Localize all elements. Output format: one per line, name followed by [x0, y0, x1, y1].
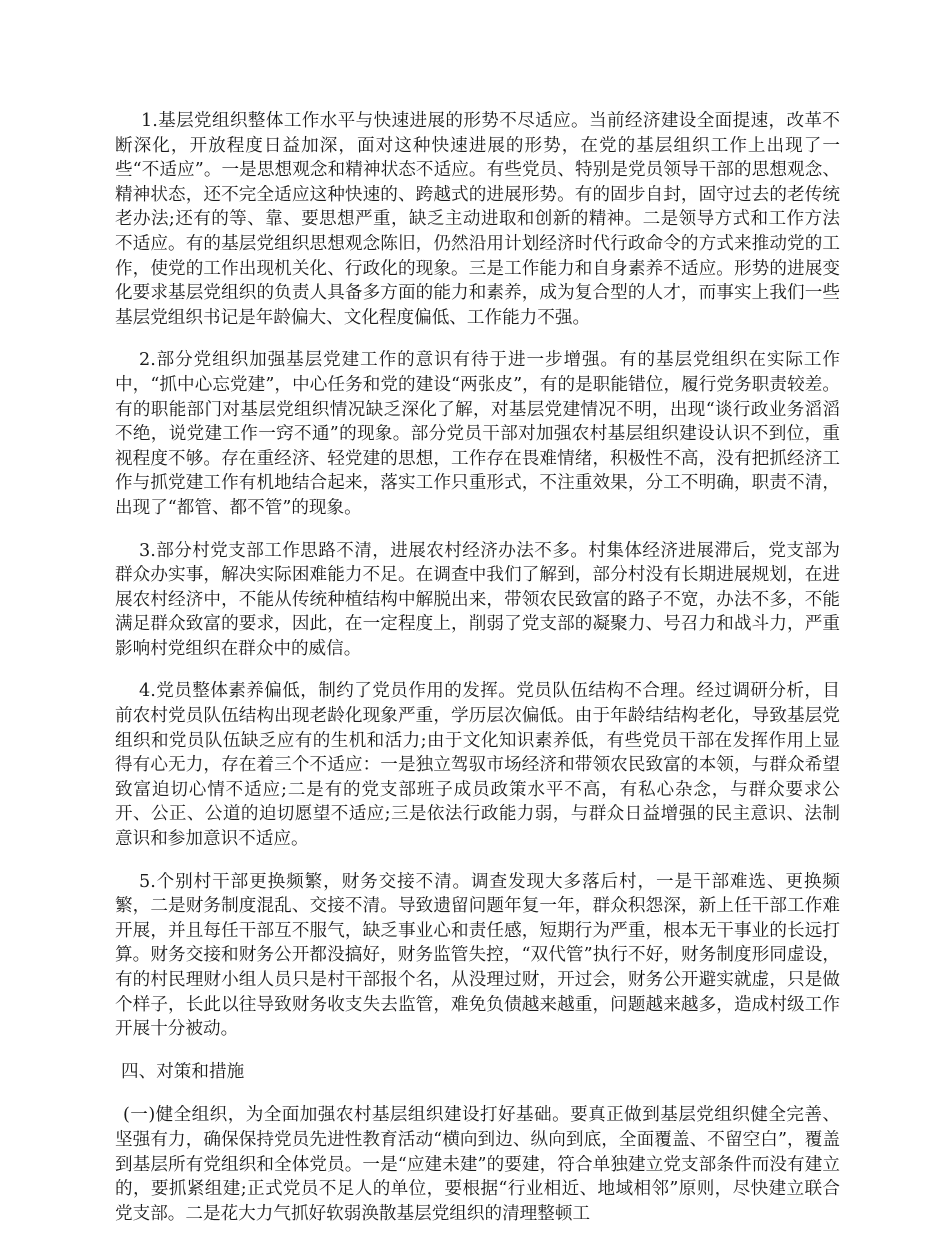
paragraph-2: 2.部分党组织加强基层党建工作的意识有待于进一步增强。有的基层党组织在实际工作中，“抓中心忘党建”，中心任务和党的建设“两张皮”，有的是职能错位，履行党务职责较差。有的职能部门对基层党组织情况缺乏深化了解，对基层党建情况不明，出现“谈行政业务滔滔不绝，说党建工作一窍不通”的现象。部分党员干部对加强农村基层组织建设认识不到位，重视程度不够。存在重经济、轻党建的思想，工作存在畏难情绪，积极性不高，没有把抓经济工作与抓党建工作有机地结合起来，落实工作只重形式，不注重效果，分工不明确，职责不清，出现了“都管、都不管”的现象。 — [115, 350, 840, 518]
paragraph-3: 3.部分村党支部工作思路不清，进展农村经济办法不多。村集体经济进展滞后，党支部为群众办实事，解决实际困难能力不足。在调查中我们了解到，部分村没有长期进展规划，在进展农村经济中，不能从传统种植结构中解脱出来，带领农民致富的路子不宽，办法不多，不能满足群众致富的要求，因此，在一定程度上，削弱了党支部的凝聚力、号召力和战斗力，严重影响村党组织在群众中的威信。 — [115, 540, 840, 659]
paragraph-1: 1.基层党组织整体工作水平与快速进展的形势不尽适应。当前经济建设全面提速，改革不断深化，开放程度日益加深，面对这种快速进展的形势，在党的基层组织工作上出现了一些“不适应”。一是思想观念和精神状态不适应。有些党员、特别是党员领导干部的思想观念、精神状态，还不完全适应这种快速的、跨越式的进展形势。有的固步自封，固守过去的老传统老办法;还有的等、靠、要思想严重，缺乏主动进取和创新的精神。二是领导方式和工作方法不适应。有的基层党组织思想观念陈旧，仍然沿用计划经济时代行政命令的方式来推动党的工作，使党的工作出现机关化、行政化的现象。三是工作能力和自身素养不适应。形势的进展变化要求基层党组织的负责人具备多方面的能力和素养，成为复合型的人才，而事实上我们一些基层党组织书记是年龄偏大、文化程度偏低、工作能力不强。 — [115, 111, 840, 328]
sub-paragraph: (一)健全组织，为全面加强农村基层组织建设打好基础。要真正做到基层党组织健全完善、坚强有力，确保保持党员先进性教育活动“横向到边、纵向到底，全面覆盖、不留空白”，覆盖到基层所有党组织和全体党员。一是“应建未建”的要建，符合单独建立党支部条件而没有建立的，要抓紧组建;正式党员不足人的单位，要根据“行业相近、地域相邻”原则，尽快建立联合党支部。二是花大力气抓好软弱涣散基层党组织的清理整顿工 — [115, 1105, 840, 1224]
paragraph-5: 5.个别村干部更换频繁，财务交接不清。调查发现大多落后村，一是干部难选、更换频繁，二是财务制度混乱、交接不清。导致遗留问题年复一年，群众积怨深，新上任干部工作难开展，并且每任干部互不服气，缺乏事业心和责任感，短期行为严重，根本无干事业的长远打算。财务交接和财务公开都没搞好，财务监管失控，“双代管”执行不好，财务制度形同虚设，有的村民理财小组人员只是村干部报个名，从没理过财，开过会，财务公开避实就虚，只是做个样子，长此以往导致财务收支失去监管，难免负债越来越重，问题越来越多，造成村级工作开展十分被动。 — [115, 871, 840, 1040]
section-heading: 四、对策和措施 — [121, 1061, 245, 1082]
paragraph-4: 4.党员整体素养偏低，制约了党员作用的发挥。党员队伍结构不合理。经过调研分析，目前农村党员队伍结构出现老龄化现象严重，学历层次偏低。由于年龄结结构老化，导致基层党组织和党员队伍缺乏应有的生机和活力;由于文化知识素养低，有些党员干部在发挥作用上显得有心无力，存在着三个不适应：一是独立驾驭市场经济和带领农民致富的本领，与群众希望致富迫切心情不适应;二是有的党支部班子成员政策水平不高，有私心杂念，与群众要求公开、公正、公道的迫切愿望不适应;三是依法行政能力弱，与群众日益增强的民主意识、法制意识和参加意识不适应。 — [115, 681, 840, 850]
document-body — [115, 109, 840, 1244]
